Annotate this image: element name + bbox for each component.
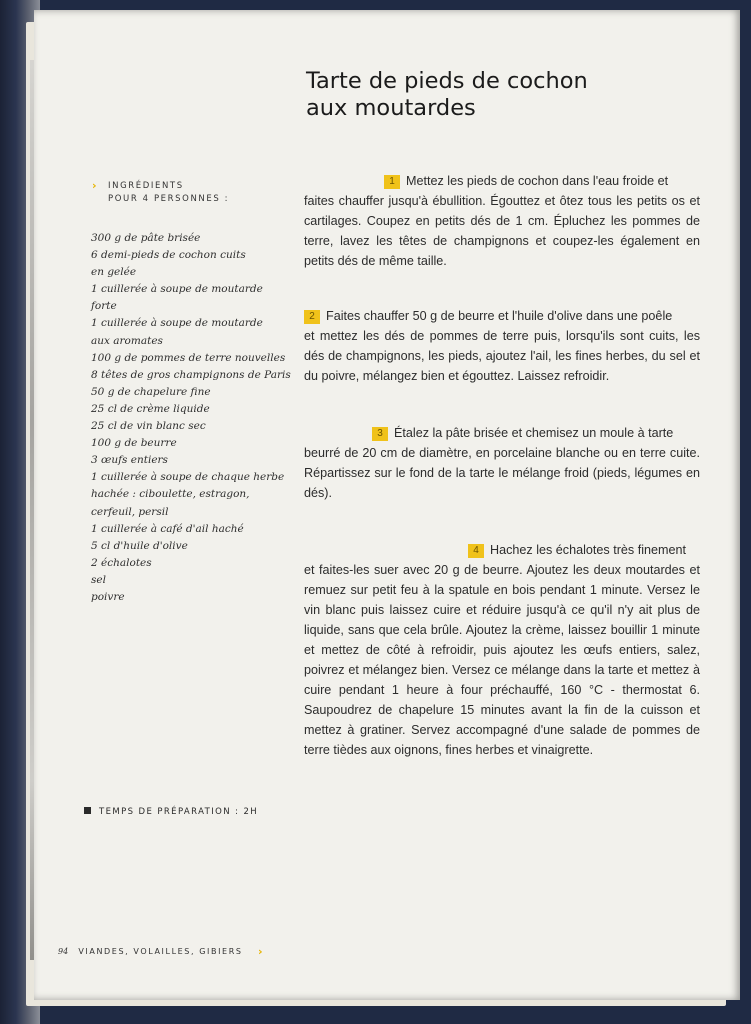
step-first-line: Faites chauffer 50 g de beurre et l'huile d'olive dans une poêle xyxy=(326,309,673,323)
ingredients-heading-line1: INGRÉDIENTS xyxy=(108,181,184,191)
prep-time-label: TEMPS DE PRÉPARATION : 2H xyxy=(99,807,259,817)
step-text: et faites-les suer avec 20 g de beurre. Ajoutez les deux moutardes et remuez sur petit feu à la spatule en bois pendant 1 minute. Versez le vin blanc puis laissez cuire et réduire jusqu'à ce qu'il n'y ait plus de liquide, sans que cela brûle. Ajoutez la crème, laissez bouillir 1 minute et mettez de côté à refroidir, puis ajoutez les œufs entiers, salez, poivrez et mélangez bien. Versez ce mélange dans la tarte et mettez à cuire pendant 1 heure à four préchauffé, 160 °C - thermostat 6. Saupoudrez de chapelure 15 minutes avant la fin de la cuisson et mettez à gratiner. Servez accompagné d'une salade de pommes de terre tièdes aux oignons, fines herbes et vinaigrette. xyxy=(304,563,700,757)
step-2 xyxy=(304,306,700,386)
chevron-right-icon: › xyxy=(258,945,263,958)
ingredient-item: 1 cuillerée à soupe de moutarde xyxy=(91,317,263,330)
ingredient-item: 25 cl de crème liquide xyxy=(91,402,210,415)
ingredient-item: hachée : ciboulette, estragon, xyxy=(91,488,250,501)
recipe-title-line1: Tarte de pieds de cochon xyxy=(306,68,588,94)
page-number: 94 xyxy=(58,947,69,956)
page-footer xyxy=(58,947,243,956)
ingredient-item: 100 g de pommes de terre nouvelles xyxy=(91,351,286,364)
ingredient-item: 1 cuillerée à soupe de moutarde forte xyxy=(91,283,263,313)
recipe-title xyxy=(306,68,686,122)
ingredients-heading xyxy=(90,180,229,206)
ingredient-item: 1 cuillerée à soupe de chaque herbe xyxy=(91,471,285,484)
ingredients-heading-line2: POUR 4 PERSONNES : xyxy=(108,194,230,204)
ingredients-list xyxy=(91,230,291,606)
ingredient-item: sel xyxy=(91,573,106,586)
chevron-right-icon: › xyxy=(92,179,97,192)
ingredient-item: 25 cl de vin blanc sec xyxy=(91,420,206,433)
ingredient-item: 50 g de chapelure fine xyxy=(91,385,211,398)
prep-time xyxy=(84,807,258,817)
step-1 xyxy=(304,171,700,271)
step-number-badge: 4 xyxy=(468,544,484,558)
ingredient-item: cerfeuil, persil xyxy=(91,505,169,518)
recipe-title-line2: aux moutardes xyxy=(306,95,476,121)
step-first-line: Étalez la pâte brisée et chemisez un moule à tarte xyxy=(394,426,674,440)
step-number-badge: 3 xyxy=(372,427,388,441)
ingredient-item: poivre xyxy=(91,590,125,603)
step-number-badge: 1 xyxy=(384,175,400,189)
step-text: faites chauffer jusqu'à ébullition. Égouttez et ôtez tous les petits os et cartilages. Coupez en petits dés de 1 cm. Épluchez les pommes de terre, lavez les têtes de champignons et coupez-les également en petits dés de même taille. xyxy=(304,194,700,268)
ingredient-item: 2 échalotes xyxy=(91,556,152,569)
ingredient-item: 5 cl d'huile d'olive xyxy=(91,539,188,552)
step-text: beurré de 20 cm de diamètre, en porcelaine blanche ou en terre cuite. Répartissez sur le fond de la tarte le mélange froid (pieds, légumes en dés). xyxy=(304,446,700,500)
section-name: VIANDES, VOLAILLES, GIBIERS xyxy=(78,947,243,956)
ingredient-item: en gelée xyxy=(91,266,137,279)
recipe-page xyxy=(34,10,740,1000)
step-number-badge: 2 xyxy=(304,310,320,324)
ingredient-item: aux aromates xyxy=(91,334,163,347)
step-first-line: Hachez les échalotes très finement xyxy=(490,543,687,557)
ingredient-item: 300 g de pâte brisée xyxy=(91,232,201,244)
square-bullet-icon xyxy=(84,807,91,814)
step-first-line: Mettez les pieds de cochon dans l'eau froide et xyxy=(406,174,669,188)
ingredient-item: 6 demi-pieds de cochon cuits xyxy=(91,249,246,262)
ingredient-item: 100 g de beurre xyxy=(91,437,177,450)
ingredient-item: 8 têtes de gros champignons de Paris xyxy=(91,368,291,381)
ingredient-item: 1 cuillerée à café d'ail haché xyxy=(91,522,244,535)
step-text: et mettez les dés de pommes de terre puis, lorsqu'ils sont cuits, les dés de champignons, les pieds, ajoutez l'ail, les fines herbes, du sel et du poivre, mélangez bien et égouttez. Laissez refroidir. xyxy=(304,329,700,383)
ingredient-item: 3 œufs entiers xyxy=(91,454,168,467)
step-4 xyxy=(304,540,700,760)
step-3 xyxy=(304,423,700,503)
